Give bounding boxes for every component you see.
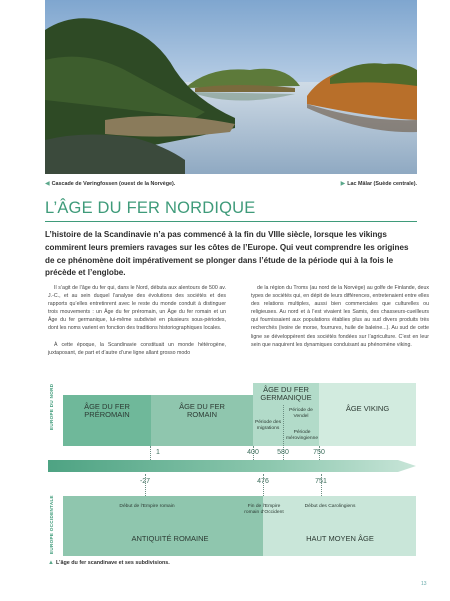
note-migrations: Période des migrations bbox=[254, 420, 282, 431]
zone-label-haut-moyen-age: HAUT MOYEN ÂGE bbox=[306, 534, 374, 543]
year-label: 400 bbox=[247, 449, 259, 456]
year-label: 1 bbox=[156, 449, 160, 456]
zone-label: ÂGE DU FER ROMAIN bbox=[179, 402, 225, 419]
band-label-west: EUROPE OCCIDENTALE bbox=[49, 495, 54, 554]
triangle-right-icon: ▶ bbox=[340, 181, 346, 187]
year-label: -27 bbox=[139, 478, 151, 485]
note-merovingienne: Période mérovingienne bbox=[285, 430, 319, 441]
body-column-right bbox=[251, 284, 429, 357]
zone-label: ÂGE DU FER PRÉROMAIN bbox=[84, 402, 130, 419]
photo-caption-left: ◀ Cascade de Vøringfossen (ouest de la Norvège). bbox=[45, 181, 176, 187]
zone-label: ÂGE VIKING bbox=[345, 404, 390, 413]
note-carolingiens: Début des Carolingiens bbox=[304, 504, 356, 509]
triangle-up-icon: ▲ bbox=[48, 560, 54, 566]
note-empire-end: Fin de l’Empire romain d’Occident bbox=[244, 504, 284, 515]
year-label: 750 bbox=[313, 449, 325, 456]
year-label: 751 bbox=[315, 478, 327, 485]
note-vendel: Période de Vendel bbox=[289, 408, 313, 419]
body-column-left bbox=[48, 284, 226, 365]
zone-preromain bbox=[63, 395, 151, 446]
paragraph: de la région du Troms (au nord de la Norvège) au golfe de Finlande, deux types de sociétés qui, en dépit de leurs différences, entretenaient entre elles des relations multiples, aussi bien commerciales que culturelles ou religieuses. Au nord et à l’est vivaient les Samis, des chasseurs-cueilleurs qui fournissaient aux populations établies plus au sud divers produits très recherchés (ivoire de morse, fourrures, huile de baleine...). Au sud de cette ligne se développèrent des sociétés fondées sur l’agriculture. C’est en leur sein que naquirent les dynamiques conduisant au phénomène viking. bbox=[251, 285, 429, 348]
year-label: 476 bbox=[257, 478, 269, 485]
landscape-photo bbox=[45, 0, 417, 174]
title-underline bbox=[45, 221, 417, 222]
year-label: 580 bbox=[277, 449, 289, 456]
paragraph: À cette époque, la Scandinavie constituait un monde hétérogène, juxtaposant, de part et d’autre d’une ligne allant grosso modo bbox=[48, 341, 226, 356]
timeline-arrow bbox=[48, 458, 418, 474]
triangle-left-icon: ◀ bbox=[45, 181, 50, 187]
zone-label: ÂGE DU FER GERMANIQUE bbox=[260, 385, 312, 402]
page-number: 13 bbox=[421, 581, 427, 587]
paragraph: Il s’agit de l’âge du fer qui, dans le Nord, débuta aux alentours de 500 av. J.-C., et au sein duquel l’analyse des évolutions des sociétés et des rapports qu’elles entretinrent avec le reste du monde conduit à distinguer trois mouvements : un Âge du fer préromain, un Âge du fer romain et un Âge du fer germanique, lui-même subdivisé en plusieurs sous-périodes, dont les noms varient en fonction des traditions historiographiques locales. bbox=[48, 285, 226, 332]
lake-landscape-image bbox=[45, 0, 417, 174]
band-label-north: EUROPE DU NORD bbox=[49, 383, 54, 430]
zone-romain bbox=[151, 395, 253, 446]
note-empire-start: Début de l’Empire romain bbox=[119, 504, 175, 509]
figure-caption: ▲ L’âge du fer scandinave et ses subdivisions. bbox=[48, 560, 170, 566]
zone-label-antiquite: ANTIQUITÉ ROMAINE bbox=[131, 534, 209, 543]
article-title: L’ÂGE DU FER NORDIQUE bbox=[45, 199, 256, 217]
zone-viking bbox=[319, 383, 416, 446]
photo-caption-right: ▶ Lac Mälar (Suède centrale). bbox=[340, 181, 417, 187]
article-lead: L’histoire de la Scandinavie n’a pas commencé à la fin du VIIIe siècle, lorsque les vikings commirent leurs premiers ravages sur les côtes de l’Europe. Qui veut comprendre les origines de ce phénomène doit impérativement se plonger dans l’étude de la période qui à la fois le précède et l’englobe. bbox=[45, 230, 409, 278]
